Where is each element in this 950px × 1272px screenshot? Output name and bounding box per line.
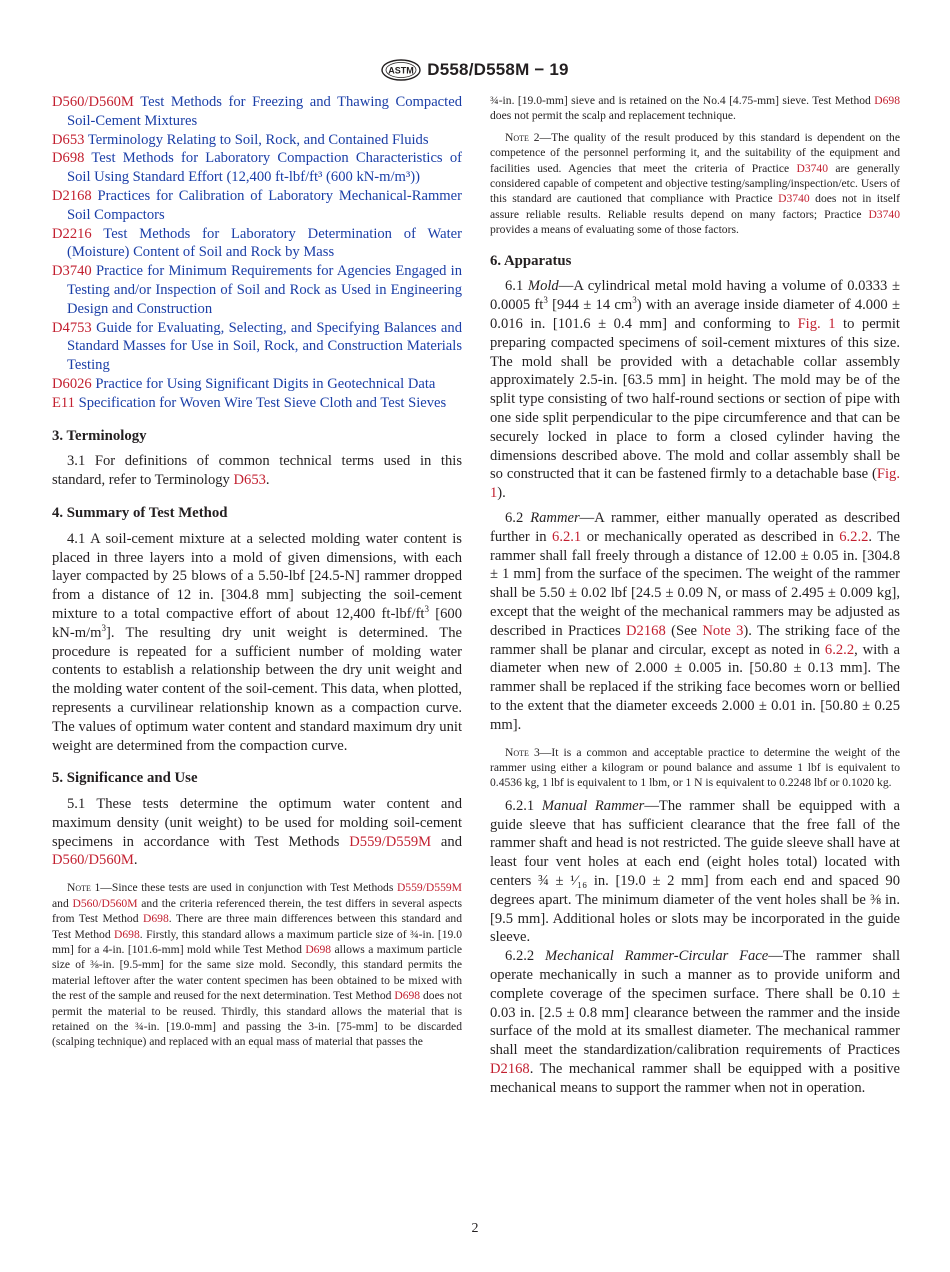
reference-code[interactable]: D698	[52, 150, 85, 167]
left-column	[52, 93, 462, 1050]
section-heading-summary: 4. Summary of Test Method	[52, 504, 228, 521]
reference-code[interactable]: D560/D560M	[52, 94, 134, 110]
link-d698[interactable]: D698	[394, 989, 421, 1003]
reference-item	[52, 149, 462, 187]
section-heading-significance: 5. Significance and Use	[52, 770, 198, 787]
reference-title[interactable]: Specification for Woven Wire Test Sieve Cloth and Test Sieves	[74, 394, 447, 411]
reference-item	[52, 93, 462, 131]
link-d2168[interactable]: D2168	[626, 622, 666, 639]
link-fig-1[interactable]: Fig. 1	[797, 316, 836, 333]
link-d559[interactable]: D559/D559M	[396, 881, 462, 895]
paragraph-3-1: 3.1 For definitions of common technical terms used in this standard, refer to Terminology D653.	[52, 453, 462, 489]
reference-item	[52, 375, 462, 394]
reference-title[interactable]: Guide for Evaluating, Selecting, and Specifying Balances and Standard Masses for Use in Soil, Rock, and Construction Materials Testing	[67, 319, 462, 374]
page-number: 2	[471, 1221, 479, 1236]
link-d3740[interactable]: D3740	[868, 207, 900, 221]
reference-code[interactable]: D653	[52, 131, 85, 148]
section-heading-apparatus: 6. Apparatus	[490, 252, 572, 269]
link-d698[interactable]: D698	[114, 927, 140, 941]
logo-text: ASTM	[388, 65, 415, 76]
link-6-2-1[interactable]: 6.2.1	[552, 528, 582, 545]
note-1: Note 1—Since these tests are used in conjunction with Test Methods D559/D559M and D560/D560M and the criteria referenced therein, the test differs in several aspects from Test Method D698. There are three main differences between this standard and Test Method D698. Firstly, this standard allows a maximum particle size of ¾-in. [19.0 mm] for a 4-in. [101.6-mm] mold while Test Method D698 allows a maximum particle size of ⅜-in. [9.5-mm] for the same size mold. Secondly, this standard permits the material leftover after the water content specimen has been obtained to be mixed with the rest of the sample and reused for the next determination. Test Method D698 does not permit the material to be reused. Thirdly, this standard allows the material that is retained on the ¾-in. [19.0-mm] and passing the 3-in. [75-mm] to be discarded (scalping technique) and replaced with an equal mass of material that passes the	[52, 881, 462, 1049]
reference-title[interactable]: Test Methods for Laboratory Determination of Water (Moisture) Content of Soil and Rock by Mass	[67, 225, 462, 261]
paragraph-6-2-1: 6.2.1 Manual Rammer—The rammer shall be equipped with a guide sleeve that has sufficient clearance that the free fall of the rammer shaft and head is not restricted. The guide sleeve shall have at least four vent holes at each end (eight holes total) located with centers ¾ ± ¹⁄₁₆ in. [19.0 ± 2 mm] from each end and spaced 90 degrees apart. The minimum diameter of the vent holes shall be ⅜ in. [9.5 mm]. Additional holes or slots may be incorporated in the guide sleeve.	[490, 797, 900, 946]
link-d3740[interactable]: D3740	[778, 192, 810, 206]
link-d560[interactable]: D560/D560M	[52, 852, 134, 869]
link-note-3[interactable]: Note 3	[702, 622, 744, 639]
paragraph-4-1: 4.1 A soil-cement mixture at a selected molding water content is placed in three layers into a mold of given dimensions, with each layer compacted by 25 blows of a 5.50-lbf [24.5-N] rammer dropped from a distance of 12 in. [304.8 mm] subjecting the soil-cement mixture to a total compactive effort of about 12,400 $ft-lbf/ft^3$ [600 $kN-m/m^3$]. The resulting dry unit weight is determined. The procedure is repeated for a sufficient number of molding water contents to establish a relationship between the dry unit weight and the molding water content of the soil-cement. This data, when plotted, represents a curvilinear relationship known as a compaction curve. The values of optimum water content and standard maximum dry unit weight are determined from the compaction curve.	[52, 530, 462, 754]
reference-code[interactable]: D6026	[52, 375, 92, 392]
reference-item	[52, 394, 462, 413]
reference-item	[52, 187, 462, 225]
reference-code[interactable]: D2216	[52, 225, 92, 242]
note-2: Note 2—The quality of the result produced by this standard is dependent on the competence of the personnel performing it, and the suitability of the equipment and facilities used. Agencies that meet the criteria of Practice D3740 are generally considered capable of competent and objective testing/sampling/inspection/etc. Users of this standard are cautioned that compliance with Practice D3740 does not in itself assure reliable results. Reliable results depend on many factors; Practice D3740 provides a means of evaluating some of those factors.	[490, 130, 900, 237]
reference-title[interactable]: Practices for Calibration of Laboratory Mechanical-Rammer Soil Compactors	[67, 187, 462, 223]
reference-code[interactable]: D2168	[52, 187, 92, 204]
link-fig-1[interactable]: Fig. 1	[490, 466, 900, 502]
right-column	[490, 93, 900, 1098]
link-d559[interactable]: D559/D559M	[349, 833, 432, 850]
note-3: Note 3—It is a common and acceptable practice to determine the weight of the rammer using either a kilogram or pound balance and assume 1 lbf is equivalent to 0.4536 kg, 1 lbf is equivalent to 1 lbm, or 1 N is equivalent to 0.2248 lbf or 0.1020 kg.	[490, 745, 900, 790]
paragraph-6-2-2: 6.2.2 Mechanical Rammer-Circular Face—The rammer shall operate mechanically in such a manner as to provide uniform and complete coverage of the specimen surface. There shall be 0.10 ± 0.03 in. [2.5 ± 0.8 mm] clearance between the rammer and the inside surface of the mold at its smallest diameter. The mechanical rammer shall meet the standardization/calibration requirements of Practices D2168. The mechanical rammer shall be equipped with a positive mechanical means to support the rammer when not in operation.	[490, 948, 900, 1096]
note-1-continued: ¾-in. [19.0-mm] sieve and is retained on the No.4 [4.75-mm] sieve. Test Method D698 does not permit the scalp and replacement technique.	[490, 94, 900, 123]
link-d2168[interactable]: D2168	[490, 1060, 530, 1077]
reference-code[interactable]: E11	[52, 394, 75, 411]
link-6-2-2[interactable]: 6.2.2	[839, 528, 869, 545]
paragraph-5-1: 5.1 These tests determine the optimum water content and maximum density (unit weight) to be used for molding soil-cement specimens in accordance with Test Methods D559/D559M and D560/D560M.	[52, 796, 462, 869]
reference-code[interactable]: D4753	[52, 319, 92, 336]
reference-item	[52, 319, 462, 375]
references-list	[52, 93, 462, 413]
link-d698[interactable]: D698	[143, 912, 169, 926]
document-designation: D558/D558M − 19	[427, 60, 569, 79]
reference-title[interactable]: Test Methods for Freezing and Thawing Compacted Soil-Cement Mixtures	[67, 94, 462, 129]
section-heading-terminology: 3. Terminology	[52, 427, 147, 444]
link-d560[interactable]: D560/D560M	[72, 896, 138, 910]
astm-logo-icon	[381, 59, 421, 81]
link-d3740[interactable]: D3740	[796, 161, 829, 175]
reference-item	[52, 131, 462, 150]
link-d653[interactable]: D653	[233, 472, 266, 489]
page-header	[0, 58, 950, 82]
reference-item	[52, 262, 462, 318]
link-6-2-2[interactable]: 6.2.2	[824, 641, 855, 658]
reference-item	[52, 225, 462, 263]
paragraph-6-2: 6.2 Rammer—A rammer, either manually operated as described further in 6.2.1 or mechanically operated as described in 6.2.2. The rammer shall fall freely through a distance of 12.00 ± 0.05 in. [304.8 ± 1 mm] from the surface of the specimen. The weight of the rammer shall be 5.50 ± 0.02 lbf [24.5 ± 0.09 N, or mass of 2.495 ± 0.009 kg], except that the weight of the mechanical rammers may be adjusted as described in Practices D2168 (See Note 3). The striking face of the rammer shall be planar and circular, except as noted in 6.2.2, with a diameter when new of 2.000 ± 0.005 in. [50.80 ± 0.13 mm]. The rammer shall be replaced if the striking face becomes worn or bellied to the extent that the diameter exceeds 2.000 ± 0.01 in. [50.80 ± 0.25 mm].	[490, 510, 901, 733]
link-d698[interactable]: D698	[305, 942, 332, 956]
reference-title[interactable]: Terminology Relating to Soil, Rock, and Contained Fluids	[84, 131, 429, 148]
reference-title[interactable]: Practice for Using Significant Digits in Geotechnical Data	[91, 375, 436, 392]
reference-code[interactable]: D3740	[52, 263, 92, 280]
reference-title[interactable]: Practice for Minimum Requirements for Agencies Engaged in Testing and/or Inspection of Soil and Rock as Used in Engineering Design and Construction	[67, 263, 462, 317]
paragraph-6-1: 6.1 Mold—A cylindrical metal mold having a volume of 0.0333 ± 0.0005 $ft^3$ [944 ± 14 $cm^3$) with an average inside diameter of 4.000 ± 0.016 in. [101.6 ± 0.4 mm] and conforming to Fig. 1 to permit preparing compacted specimens of soil-cement mixtures of this size. The mold shall be provided with a detachable collar assembly approximately 2.5-in. [63.5 mm] in height. The mold may be of the split type consisting of two half-round sections or section of pipe with one side split perpendicular to the pipe circumference and that can be securely locked in place to form a closed cylinder having the dimensions described above. The mold and collar assembly shall be so constructed that it can be fastened firmly to a detachable base (Fig. 1).	[490, 278, 901, 502]
link-d698[interactable]: D698	[874, 94, 900, 107]
reference-title[interactable]: Test Methods for Laboratory Compaction Characteristics of Soil Using Standard Effort (12,400 ft-lbf/ft³ (600 kN-m/m³))	[67, 150, 462, 186]
